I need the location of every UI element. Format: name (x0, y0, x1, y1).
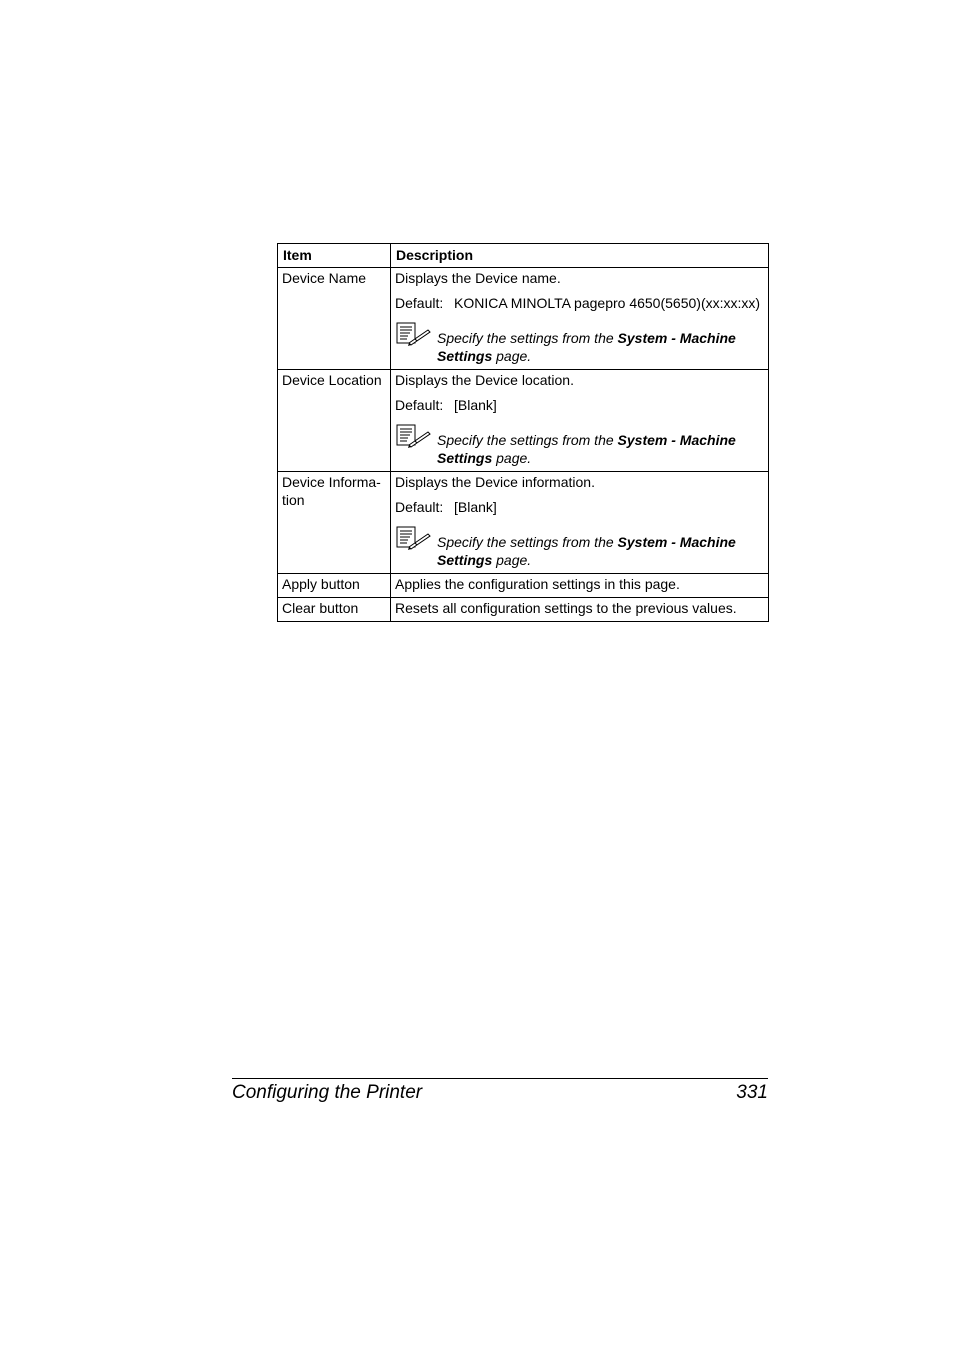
item-cell (278, 472, 391, 574)
table-row (278, 370, 769, 472)
default-row (395, 396, 764, 414)
default-value: [Blank] (454, 499, 497, 515)
note (395, 426, 764, 467)
item-cell: Clear button (278, 598, 391, 622)
note-text: Specify the settings from the System - Machine Settings page. (437, 534, 736, 568)
description-cell (391, 268, 769, 370)
default-value: KONICA MINOLTA pagepro 4650(5650)(xx:xx:xx) (454, 295, 761, 311)
description-text: Displays the Device name. (395, 270, 561, 286)
description-cell (391, 370, 769, 472)
note (395, 528, 764, 569)
page-number: 331 (736, 1082, 768, 1103)
description-text: Displays the Device information. (395, 474, 595, 490)
default-label: Default: (395, 397, 444, 413)
item-cell: Device Location (278, 370, 391, 472)
item-cell: Apply button (278, 574, 391, 598)
header-description: Description (391, 244, 769, 268)
default-label: Default: (395, 295, 444, 311)
item-cell: Device Name (278, 268, 391, 370)
item-text: Device Informa-tion (282, 474, 381, 508)
description-text: Displays the Device location. (395, 372, 574, 388)
default-label: Default: (395, 499, 444, 515)
description-cell (391, 472, 769, 574)
note-pencil-icon (395, 526, 437, 550)
note (395, 324, 764, 365)
note-pencil-icon (395, 424, 437, 448)
table-row (278, 574, 769, 598)
table-row (278, 598, 769, 622)
note-text: Specify the settings from the System - Machine Settings page. (437, 432, 736, 466)
note-pencil-icon (395, 322, 437, 346)
footer-rule (232, 1078, 768, 1079)
description-cell: Resets all configuration settings to the previous values. (391, 598, 769, 622)
default-value: [Blank] (454, 397, 497, 413)
default-row (395, 294, 764, 312)
table-row (278, 268, 769, 370)
table-row (278, 472, 769, 574)
description-cell: Applies the configuration settings in this page. (391, 574, 769, 598)
footer-title: Configuring the Printer (232, 1082, 423, 1103)
default-row (395, 498, 764, 516)
settings-table (277, 243, 769, 622)
table-header-row (278, 244, 769, 268)
header-item: Item (278, 244, 391, 268)
note-text: Specify the settings from the System - Machine Settings page. (437, 330, 736, 364)
